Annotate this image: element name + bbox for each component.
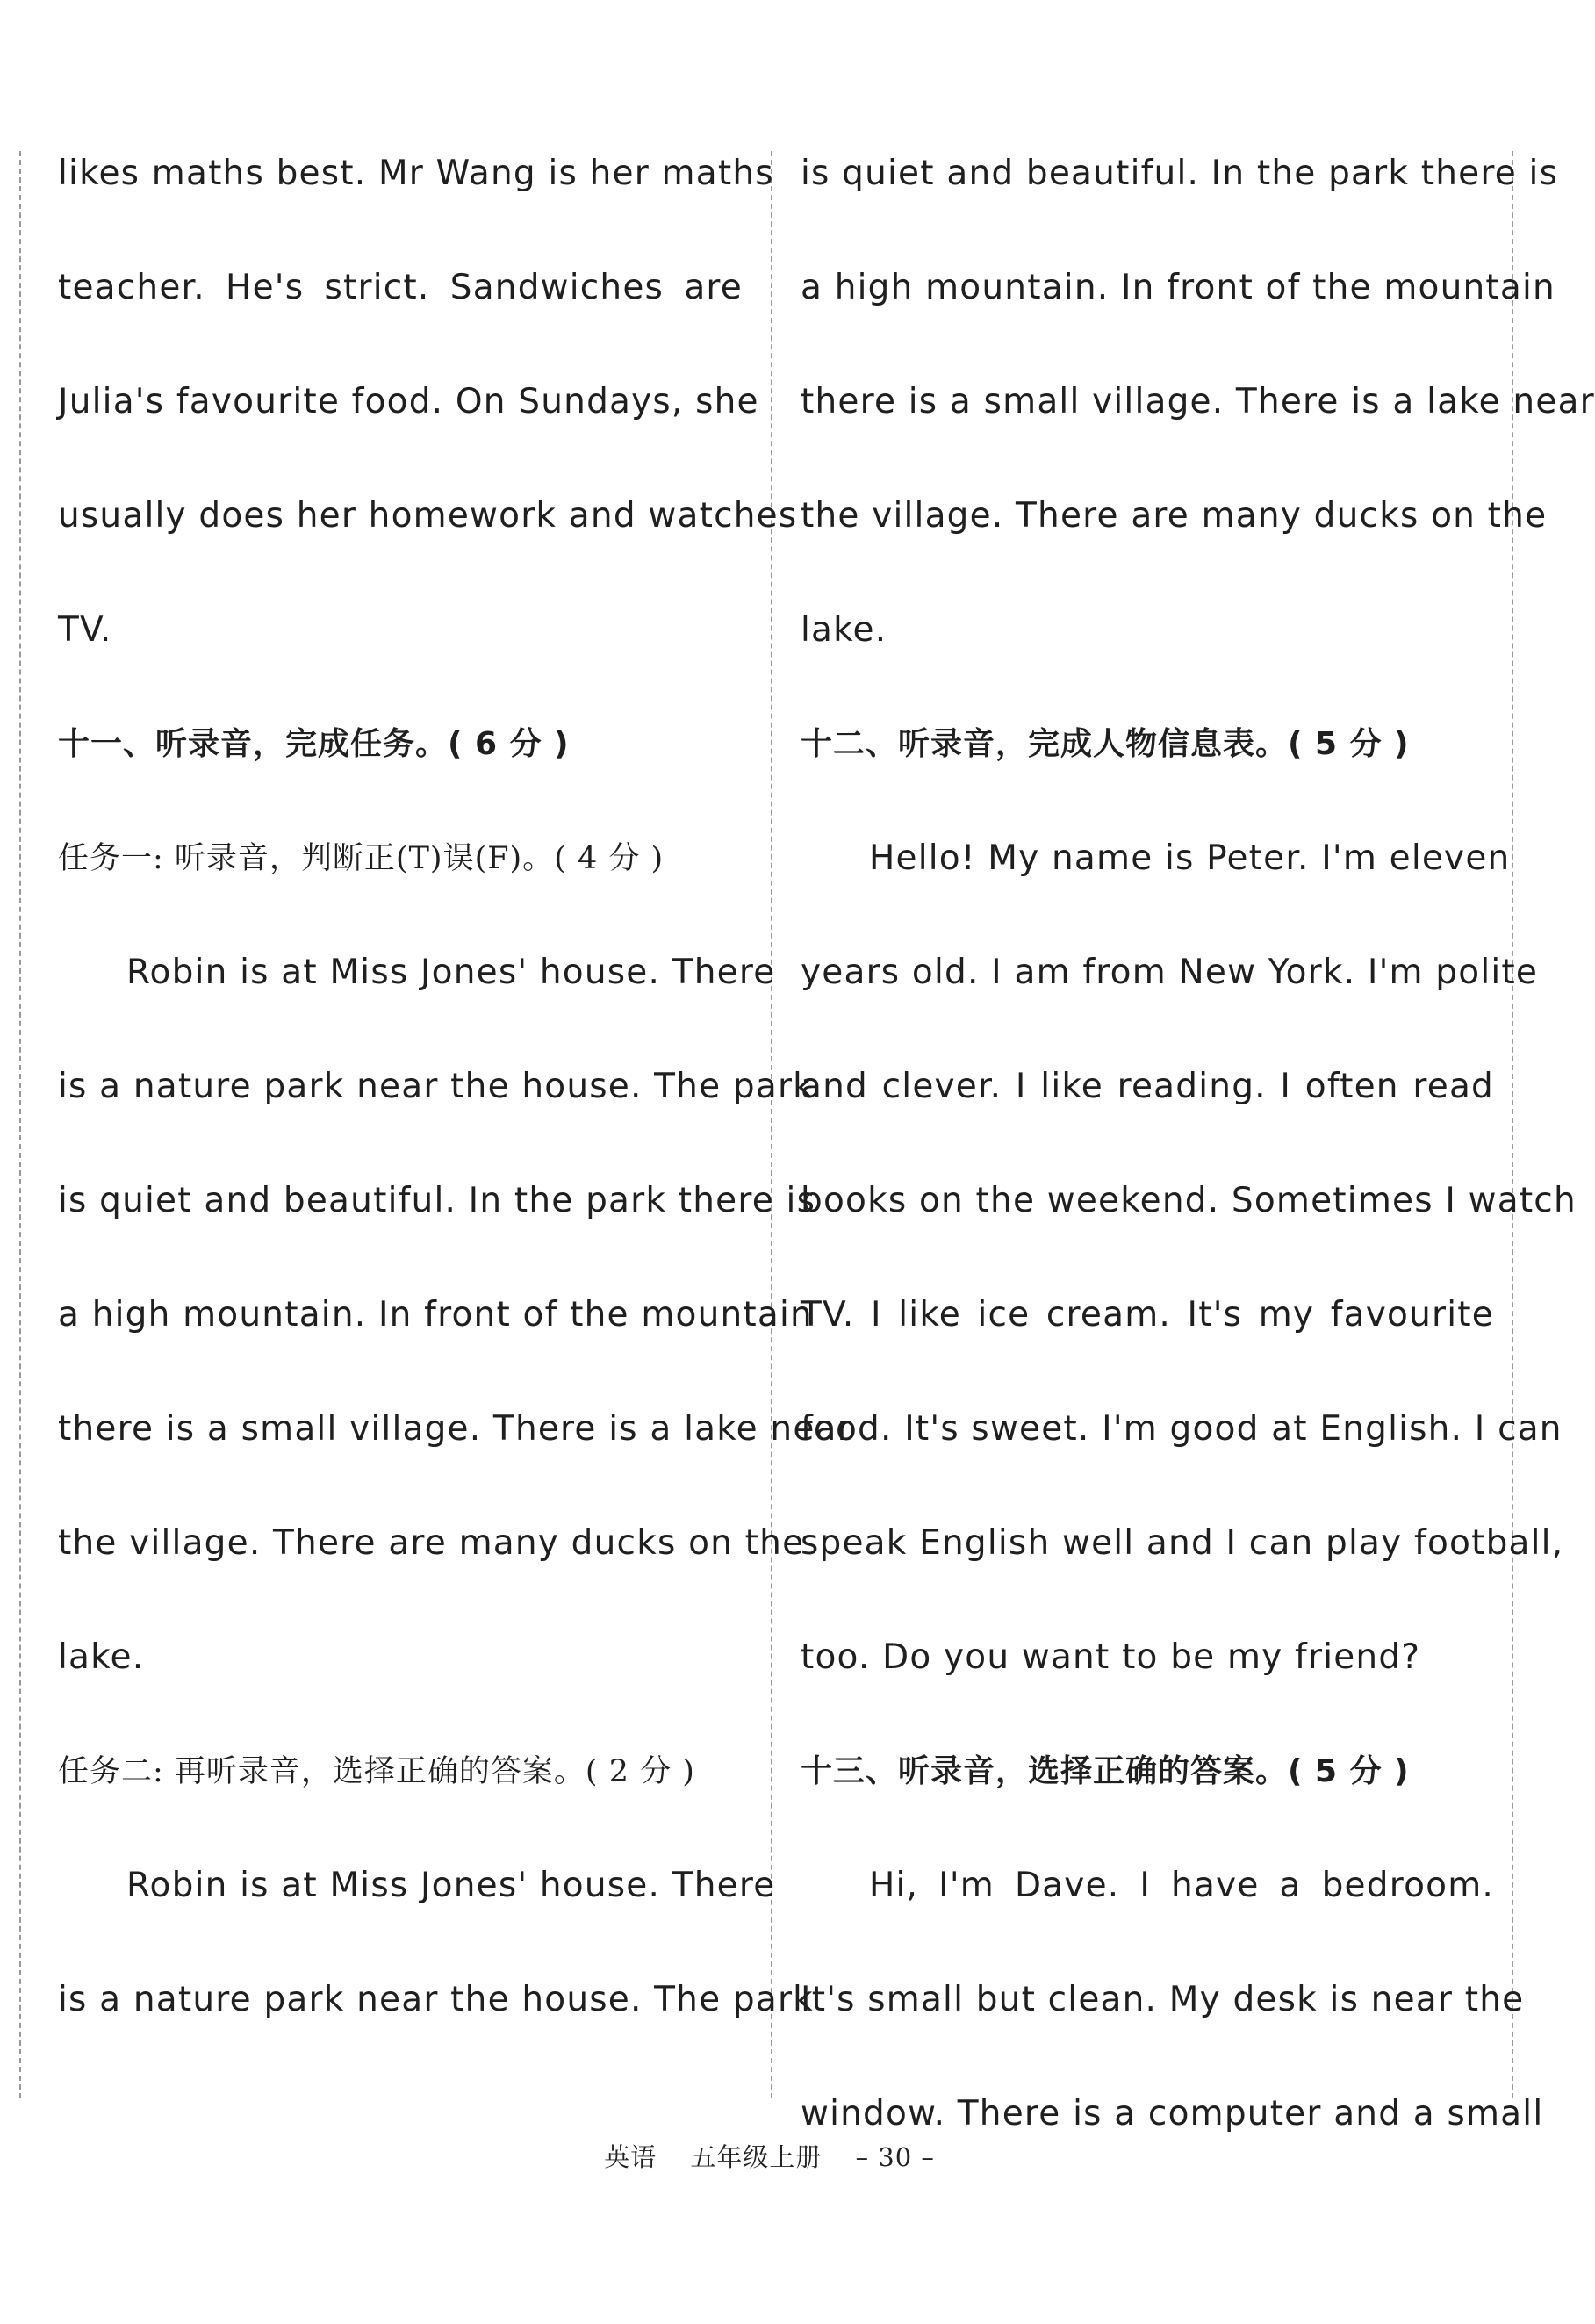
passage-line: TV. I like ice cream. It's my favourite [801,1295,1494,1335]
passage-line: window. There is a computer and a small [801,2094,1544,2133]
passage-line: too. Do you want to be my friend? [801,1637,1421,1677]
passage-line: years old. I am from New York. I'm polite [801,953,1539,992]
passage-line: usually does her homework and watches [58,496,798,536]
footer-subject: 英语 [604,2142,657,2172]
passage-line: lake. [801,610,887,650]
passage-line: lake. [58,1637,145,1677]
passage-line: books on the weekend. Sometimes I watch [801,1181,1577,1220]
task-instruction: 任务二: 再听录音，选择正确的答案。( 2 分 ) [58,1754,695,1789]
page-footer [0,2138,1539,2174]
left-margin-dashed-line [19,151,21,2098]
right-margin-dashed-line [1512,151,1513,2098]
task-instruction: 任务一: 听录音，判断正(T)误(F)。( 4 分 ) [58,841,665,876]
left-column [58,132,852,2072]
passage-line: is quiet and beautiful. In the park there is [58,1181,816,1220]
passage-line: TV. [58,610,112,650]
passage-line: a high mountain. In front of the mountain [801,268,1555,307]
passage-line: Julia's favourite food. On Sundays, she [58,382,759,421]
passage-line: there is a small village. There is a lake near [58,1409,852,1449]
passage-line: there is a small village. There is a lake near [801,382,1595,421]
passage-line: Robin is at Miss Jones' house. There [126,953,776,992]
center-dashed-divider [771,151,772,2098]
passage-line: is a nature park near the house. The park [58,1067,814,1106]
footer-grade: 五年级上册 [690,2142,823,2172]
passage-line: Robin is at Miss Jones' house. There [126,1866,776,1905]
passage-line: is quiet and beautiful. In the park there is [801,154,1559,193]
passage-line: Hi, I'm Dave. I have a bedroom. [869,1866,1494,1905]
section-heading: 十二、听录音，完成人物信息表。( 5 分 ) [801,726,1410,762]
passage-line: is a nature park near the house. The park [58,1980,814,2019]
passage-line: the village. There are many ducks on the [801,496,1548,536]
passage-line: likes maths best. Mr Wang is her maths [58,154,774,193]
footer-page-number: – 30 – [855,2142,935,2172]
right-column [801,132,1595,2186]
passage-line: the village. There are many ducks on the [58,1523,805,1563]
passage-line: speak English well and I can play football, [801,1523,1564,1563]
passage-line: teacher. He's strict. Sandwiches are [58,268,743,307]
passage-line: and clever. I like reading. I often read [801,1067,1494,1106]
passage-line: food. It's sweet. I'm good at English. I can [801,1409,1563,1449]
section-heading: 十三、听录音，选择正确的答案。( 5 分 ) [801,1753,1410,1789]
passage-line: Hello! My name is Peter. I'm eleven [869,838,1511,878]
passage-line: a high mountain. In front of the mountain [58,1295,813,1335]
passage-line: It's small but clean. My desk is near the [801,1980,1525,2019]
section-heading: 十一、听录音，完成任务。( 6 分 ) [58,726,570,762]
